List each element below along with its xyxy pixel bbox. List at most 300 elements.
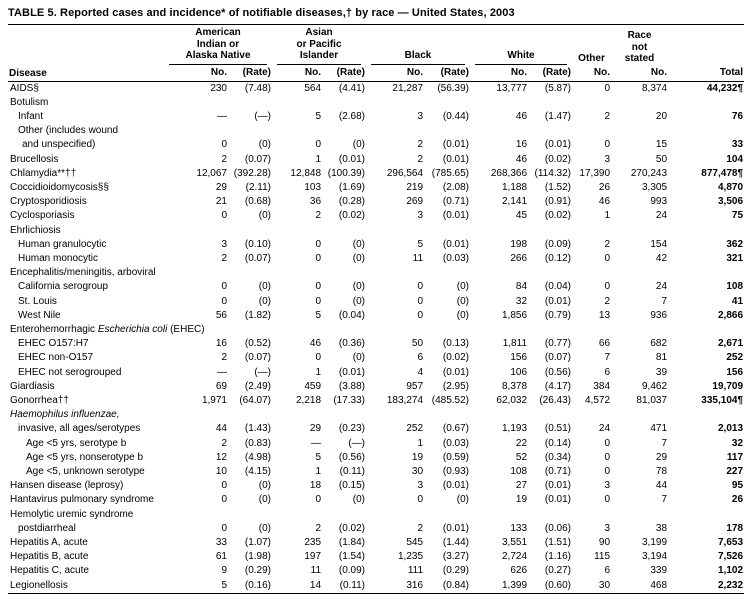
cell-rate: (0.79) bbox=[544, 309, 572, 321]
cell-total: 117 bbox=[726, 451, 744, 463]
cell-count: 471 bbox=[650, 423, 668, 435]
cell-count: 0 bbox=[221, 522, 227, 534]
cell-total: 877,478¶ bbox=[701, 167, 744, 179]
column-group-black: Black bbox=[366, 25, 470, 65]
cell-total: 75 bbox=[731, 210, 744, 222]
cell-rate: (0.51) bbox=[544, 423, 572, 435]
disease-label: and unspecified) bbox=[22, 139, 96, 151]
cell-count: 11 bbox=[412, 252, 424, 264]
cell-count: 133 bbox=[510, 522, 528, 534]
cell-count: 2,218 bbox=[295, 394, 322, 406]
cell-total: 3,506 bbox=[717, 196, 744, 208]
cell-rate: (0.11) bbox=[339, 465, 366, 477]
cell-count: 0 bbox=[315, 494, 322, 506]
cell-rate: (0.71) bbox=[442, 196, 470, 208]
cell-count: — bbox=[217, 366, 227, 378]
cell-count: 3 bbox=[417, 210, 424, 222]
column-subheader-race-not-stated: No. bbox=[650, 66, 668, 78]
table-row bbox=[8, 252, 744, 266]
cell-total: 2,671 bbox=[717, 338, 744, 350]
cell-count: 7 bbox=[661, 295, 668, 307]
cell-rate: (114.32) bbox=[534, 167, 572, 179]
cell-count: 61 bbox=[215, 551, 227, 563]
column-header-total: Total bbox=[719, 66, 744, 78]
cell-count: 1,399 bbox=[501, 579, 528, 591]
cell-count: 50 bbox=[411, 338, 424, 350]
cell-count: 4 bbox=[417, 366, 424, 378]
disease-label: Gonorrhea†† bbox=[10, 394, 69, 406]
cell-total: 33 bbox=[731, 139, 744, 151]
empty-cells bbox=[164, 408, 744, 422]
cell-rate: (0.02) bbox=[338, 210, 366, 222]
cell-count: 17,390 bbox=[579, 167, 611, 179]
cell-rate: (0.01) bbox=[544, 494, 572, 506]
cell-count: 13,777 bbox=[496, 82, 528, 94]
cell-count: 0 bbox=[221, 210, 227, 222]
cell-count: 13 bbox=[598, 309, 611, 321]
cell-count: 0 bbox=[221, 295, 227, 307]
cell-count: 45 bbox=[515, 210, 528, 222]
section-row bbox=[8, 408, 744, 422]
cell-rate: (4.41) bbox=[338, 82, 366, 94]
cell-count: 0 bbox=[604, 139, 611, 151]
cell-count: 44 bbox=[655, 480, 668, 492]
cell-count: 1 bbox=[315, 465, 322, 477]
cell-count: 0 bbox=[604, 494, 611, 506]
table-row bbox=[8, 536, 744, 550]
cell-count: 6 bbox=[417, 352, 424, 364]
cell-rate: (485.52) bbox=[431, 394, 470, 406]
disease-label: Cryptosporidiosis bbox=[10, 196, 87, 208]
cell-count: 52 bbox=[515, 451, 528, 463]
cell-rate: (1.16) bbox=[544, 551, 572, 563]
cell-rate: (4.17) bbox=[544, 380, 572, 392]
column-group-other: Other bbox=[578, 53, 605, 64]
cell-total: 41 bbox=[731, 295, 744, 307]
cell-rate: (0) bbox=[456, 295, 470, 307]
cell-count: 42 bbox=[655, 252, 668, 264]
cell-count: 6 bbox=[604, 565, 611, 577]
cell-rate: (56.39) bbox=[437, 82, 470, 94]
cell-total: 321 bbox=[726, 252, 744, 264]
column-header-disease: Disease bbox=[9, 67, 47, 79]
disease-label: Chlamydia**†† bbox=[10, 167, 77, 179]
cell-rate: (0.12) bbox=[544, 252, 572, 264]
cell-rate: (2.11) bbox=[245, 181, 272, 193]
cell-count: 0 bbox=[221, 281, 227, 293]
cell-count: 46 bbox=[515, 153, 528, 165]
cell-rate: (0.29) bbox=[244, 565, 272, 577]
cell-rate: (0.13) bbox=[442, 338, 470, 350]
cell-rate: (0.01) bbox=[544, 295, 572, 307]
cell-rate: (0.09) bbox=[544, 238, 572, 250]
cell-rate: (0) bbox=[456, 309, 470, 321]
cell-count: 108 bbox=[510, 465, 528, 477]
cell-rate: (0.36) bbox=[338, 338, 366, 350]
cell-rate: (0.67) bbox=[442, 423, 470, 435]
cell-rate: (0) bbox=[352, 139, 366, 151]
section-row bbox=[8, 224, 744, 238]
cell-rate: (0.01) bbox=[442, 210, 470, 222]
cell-count: 7 bbox=[661, 494, 668, 506]
cell-count: 1,235 bbox=[397, 551, 424, 563]
cell-count: 103 bbox=[304, 181, 322, 193]
cell-total: 19,709 bbox=[712, 380, 744, 392]
cell-count: 1 bbox=[417, 437, 424, 449]
disease-label bbox=[8, 408, 164, 422]
cell-count: 29 bbox=[309, 423, 322, 435]
cell-count: 3,305 bbox=[641, 181, 668, 193]
cell-rate: (0.34) bbox=[544, 451, 572, 463]
cell-count: 0 bbox=[604, 281, 611, 293]
cell-total: 1,102 bbox=[717, 565, 744, 577]
cell-count: 30 bbox=[411, 465, 424, 477]
cell-rate: (0) bbox=[456, 281, 470, 293]
notifiable-diseases-table bbox=[8, 24, 744, 594]
cell-count: 626 bbox=[510, 565, 528, 577]
cell-count: 50 bbox=[655, 153, 668, 165]
cell-rate: (0.44) bbox=[442, 110, 470, 122]
disease-label: Age <5, unknown serotype bbox=[26, 465, 145, 477]
disease-label: AIDS§ bbox=[10, 82, 39, 94]
cell-rate: (0.01) bbox=[338, 366, 366, 378]
cell-count: 3 bbox=[604, 153, 611, 165]
cell-count: 90 bbox=[598, 537, 611, 548]
cell-count: 3 bbox=[221, 238, 227, 250]
cell-count: 19 bbox=[515, 494, 528, 506]
cell-rate: (0.15) bbox=[338, 480, 366, 492]
cell-rate: (0.91) bbox=[544, 196, 572, 208]
cell-count: 9 bbox=[221, 565, 227, 577]
table-row bbox=[8, 280, 744, 294]
cell-count: 7 bbox=[661, 437, 668, 449]
section-row bbox=[8, 508, 744, 522]
cell-rate: (0.07) bbox=[244, 252, 272, 264]
cell-rate: (0.07) bbox=[544, 352, 572, 364]
cell-count: 270,243 bbox=[630, 167, 668, 179]
cell-count: 0 bbox=[604, 82, 611, 94]
cell-count: 3,194 bbox=[641, 551, 668, 563]
disease-label: EHEC not serogrouped bbox=[18, 366, 122, 378]
disease-label: St. Louis bbox=[18, 295, 57, 307]
cell-count: 459 bbox=[304, 380, 322, 392]
cell-count: 30 bbox=[598, 579, 611, 591]
table-row bbox=[8, 394, 744, 408]
table-row bbox=[8, 579, 744, 594]
column-subheader-other: No. bbox=[593, 66, 611, 78]
cell-count: 957 bbox=[406, 380, 424, 392]
table-row bbox=[8, 465, 744, 479]
cell-count: 62,032 bbox=[496, 394, 528, 406]
table-row bbox=[8, 309, 744, 323]
table-row bbox=[8, 351, 744, 365]
cell-rate: (0.28) bbox=[338, 196, 366, 208]
cell-rate: (0) bbox=[258, 522, 272, 534]
cell-rate: (0.16) bbox=[244, 579, 272, 591]
empty-cells bbox=[164, 96, 744, 110]
table-row bbox=[8, 181, 744, 195]
cell-rate: (0.01) bbox=[442, 153, 470, 165]
cell-count: 2,724 bbox=[501, 551, 528, 563]
section-row bbox=[8, 124, 744, 138]
cell-rate: (0.02) bbox=[338, 522, 366, 534]
cell-rate: (0.07) bbox=[244, 352, 272, 364]
cell-count: 2 bbox=[315, 210, 322, 222]
disease-label: Hemolytic uremic syndrome bbox=[10, 508, 134, 520]
column-subheader-black: (Rate) bbox=[440, 66, 470, 78]
disease-label: Age <5 yrs, nonserotype b bbox=[26, 451, 144, 463]
cell-count: 39 bbox=[655, 366, 668, 378]
cell-count: 564 bbox=[304, 82, 322, 94]
cell-rate: (0.01) bbox=[442, 238, 470, 250]
cell-count: 15 bbox=[655, 139, 668, 151]
cell-rate: (0.77) bbox=[544, 338, 572, 350]
disease-label: Brucellosis bbox=[10, 153, 59, 165]
cell-rate: (0.02) bbox=[442, 352, 470, 364]
column-subheader-white: No. bbox=[510, 66, 528, 78]
empty-cells bbox=[164, 224, 744, 238]
cell-rate: (0.09) bbox=[338, 565, 366, 577]
cell-rate: (0.56) bbox=[544, 366, 572, 378]
cell-total: 227 bbox=[726, 465, 744, 477]
cell-count: 1 bbox=[604, 210, 611, 222]
cell-rate: (0) bbox=[352, 494, 366, 506]
disease-label-italic: Escherichia coli bbox=[97, 323, 168, 335]
table-row bbox=[8, 167, 744, 181]
empty-cells bbox=[164, 323, 744, 337]
column-subheader-american-indian-alaska-native: No. bbox=[210, 66, 227, 78]
cell-rate: (0) bbox=[258, 494, 272, 506]
cell-count: 12,848 bbox=[290, 167, 322, 179]
disease-label: EHEC O157:H7 bbox=[18, 338, 89, 350]
cell-rate: (0.83) bbox=[244, 437, 272, 449]
cell-count: 2,141 bbox=[501, 196, 528, 208]
cell-count: 21,287 bbox=[392, 82, 424, 94]
cell-rate: (64.07) bbox=[239, 394, 272, 406]
cell-count: 33 bbox=[215, 537, 227, 548]
cell-rate: (0.06) bbox=[544, 522, 572, 534]
cell-count: 20 bbox=[655, 110, 668, 122]
cell-count: 21 bbox=[215, 196, 227, 208]
cell-rate: (0.56) bbox=[338, 451, 366, 463]
cell-total: 335,104¶ bbox=[701, 394, 744, 406]
table-row bbox=[8, 195, 744, 209]
cell-count: 9,462 bbox=[641, 380, 668, 392]
cell-count: 32 bbox=[515, 295, 528, 307]
cell-count: 5 bbox=[315, 110, 322, 122]
cell-rate: (1.51) bbox=[544, 537, 572, 548]
cell-count: 5 bbox=[315, 309, 322, 321]
cell-count: 1,193 bbox=[501, 423, 528, 435]
cell-count: 24 bbox=[655, 281, 668, 293]
cell-count: 24 bbox=[655, 210, 668, 222]
cell-count: 66 bbox=[598, 338, 611, 350]
cell-count: 38 bbox=[655, 522, 668, 534]
table-row bbox=[8, 238, 744, 252]
cell-count: 0 bbox=[604, 465, 611, 477]
table-row bbox=[8, 81, 744, 96]
cell-count: 1 bbox=[315, 153, 322, 165]
table-title: TABLE 5. Reported cases and incidence* of notifiable diseases,† by race — United States, 2003 bbox=[8, 7, 515, 19]
cell-rate: (1.82) bbox=[244, 309, 272, 321]
cell-rate: (0) bbox=[352, 252, 366, 264]
cell-rate: (3.27) bbox=[442, 551, 470, 563]
column-subheader-white: (Rate) bbox=[542, 66, 572, 78]
cell-count: 12,067 bbox=[196, 167, 227, 179]
cell-count: 19 bbox=[411, 451, 424, 463]
table-row bbox=[8, 366, 744, 380]
empty-cells bbox=[164, 508, 744, 522]
cell-rate: (0.01) bbox=[338, 153, 366, 165]
disease-label: Hantavirus pulmonary syndrome bbox=[10, 494, 154, 506]
cell-count: 78 bbox=[655, 465, 668, 477]
cell-count: 1,971 bbox=[201, 394, 227, 406]
cell-count: 1,811 bbox=[502, 338, 528, 350]
cell-count: 316 bbox=[406, 579, 424, 591]
table-header bbox=[8, 25, 744, 82]
disease-label: California serogroup bbox=[18, 281, 109, 293]
cell-count: 2 bbox=[221, 437, 227, 449]
disease-label-text: (EHEC) bbox=[167, 323, 205, 335]
cell-total: 7,653 bbox=[717, 537, 744, 548]
disease-label bbox=[8, 323, 205, 337]
cell-total: 95 bbox=[731, 480, 744, 492]
column-subheader-black: No. bbox=[406, 66, 424, 78]
disease-label: Age <5 yrs, serotype b bbox=[26, 437, 127, 449]
cell-rate: (0.03) bbox=[442, 437, 470, 449]
cell-count: 0 bbox=[417, 281, 424, 293]
cell-count: 197 bbox=[304, 551, 322, 563]
column-subheader-asian-pacific-islander: (Rate) bbox=[336, 66, 366, 78]
cell-rate: (1.07) bbox=[244, 537, 272, 548]
cell-count: 0 bbox=[417, 309, 424, 321]
table-row bbox=[8, 522, 744, 536]
cell-total: 178 bbox=[726, 522, 744, 534]
cell-count: 6 bbox=[604, 366, 611, 378]
disease-label: Human monocytic bbox=[18, 252, 99, 264]
cell-rate: (0.14) bbox=[544, 437, 572, 449]
table-row bbox=[8, 380, 744, 394]
cell-rate: (0.27) bbox=[544, 565, 572, 577]
disease-label: Encephalitis/meningitis, arboviral bbox=[10, 267, 156, 279]
cell-count: 16 bbox=[215, 338, 227, 350]
table-row bbox=[8, 337, 744, 351]
cell-rate: (0.02) bbox=[544, 153, 572, 165]
cell-count: 1 bbox=[315, 366, 322, 378]
disease-label: Infant bbox=[18, 110, 44, 122]
cell-count: 0 bbox=[315, 139, 322, 151]
cell-total: 2,866 bbox=[717, 309, 744, 321]
cell-rate: (5.87) bbox=[544, 82, 572, 94]
cell-rate: (0.01) bbox=[544, 480, 572, 492]
cell-rate: (1.54) bbox=[338, 551, 366, 563]
cell-count: 0 bbox=[604, 252, 611, 264]
disease-label: invasive, all ages/serotypes bbox=[18, 423, 141, 435]
cell-count: 27 bbox=[515, 480, 528, 492]
cell-rate: (392.28) bbox=[233, 167, 272, 179]
cell-count: 3,551 bbox=[501, 537, 528, 548]
cell-count: 2 bbox=[604, 295, 611, 307]
column-group-white: White bbox=[470, 25, 572, 65]
cell-total: 44,232¶ bbox=[706, 82, 744, 94]
table-body bbox=[8, 81, 744, 593]
cell-count: 0 bbox=[417, 295, 424, 307]
cell-count: 46 bbox=[515, 110, 528, 122]
cell-count: 235 bbox=[304, 537, 322, 548]
disease-label: Hepatitis B, acute bbox=[10, 551, 89, 563]
cell-rate: (1.84) bbox=[338, 537, 366, 548]
cell-total: 32 bbox=[731, 437, 744, 449]
cell-count: 4,572 bbox=[584, 394, 611, 406]
cell-count: 2 bbox=[315, 522, 322, 534]
cell-count: 2 bbox=[604, 238, 611, 250]
cell-total: 108 bbox=[726, 281, 744, 293]
cell-count: 2 bbox=[221, 153, 227, 165]
cell-rate: (4.98) bbox=[244, 451, 272, 463]
cell-rate: (0.01) bbox=[442, 522, 470, 534]
cell-count: 5 bbox=[417, 238, 424, 250]
disease-label: Other (includes wound bbox=[18, 125, 119, 137]
header-group-row bbox=[8, 25, 744, 65]
cell-rate: (1.69) bbox=[338, 181, 366, 193]
cell-rate: (0.01) bbox=[442, 366, 470, 378]
cell-rate: (0) bbox=[258, 281, 272, 293]
disease-label: Cyclosporiasis bbox=[10, 210, 75, 222]
cell-count: 230 bbox=[210, 82, 227, 94]
cell-rate: (0.04) bbox=[544, 281, 572, 293]
cell-count: 18 bbox=[309, 480, 322, 492]
cell-count: 339 bbox=[650, 565, 668, 577]
cell-rate: (—) bbox=[254, 366, 272, 378]
cell-total: 7,526 bbox=[717, 551, 744, 563]
cell-count: 266 bbox=[510, 252, 528, 264]
section-row bbox=[8, 266, 744, 280]
cell-rate: (1.52) bbox=[544, 181, 572, 193]
cell-count: 16 bbox=[515, 139, 528, 151]
cell-rate: (0.84) bbox=[442, 579, 470, 591]
table-row bbox=[8, 209, 744, 223]
cell-total: 76 bbox=[731, 110, 744, 122]
cell-count: 29 bbox=[655, 451, 668, 463]
cell-count: 2 bbox=[417, 139, 424, 151]
cell-count: 8,378 bbox=[501, 380, 528, 392]
cell-count: 219 bbox=[406, 181, 424, 193]
cell-count: 84 bbox=[515, 281, 528, 293]
cell-rate: (0.29) bbox=[442, 565, 470, 577]
empty-cells bbox=[164, 266, 744, 280]
cell-rate: (2.49) bbox=[244, 380, 272, 392]
column-group-asian-pacific-islander: Asian or Pacific Islander bbox=[272, 25, 366, 65]
disease-label: Coccidioidomycosis§§ bbox=[10, 181, 109, 193]
cell-count: 24 bbox=[598, 423, 611, 435]
cell-rate: (0) bbox=[456, 494, 470, 506]
cell-rate: (0) bbox=[352, 281, 366, 293]
cell-rate: (17.33) bbox=[333, 394, 366, 406]
cell-rate: (0) bbox=[258, 139, 272, 151]
disease-label-italic: Haemophilus influenzae, bbox=[10, 409, 120, 421]
cell-count: 3,199 bbox=[641, 537, 668, 548]
cell-count: 44 bbox=[215, 423, 227, 435]
section-row bbox=[8, 96, 744, 110]
disease-label: Giardiasis bbox=[10, 380, 55, 392]
disease-label: postdiarrheal bbox=[18, 522, 76, 534]
cell-count: 111 bbox=[407, 565, 424, 577]
cell-count: — bbox=[217, 110, 227, 122]
cell-total: 4,870 bbox=[717, 181, 744, 193]
cell-total: 2,013 bbox=[717, 423, 744, 435]
cell-count: 0 bbox=[315, 281, 322, 293]
cell-count: 5 bbox=[315, 451, 322, 463]
